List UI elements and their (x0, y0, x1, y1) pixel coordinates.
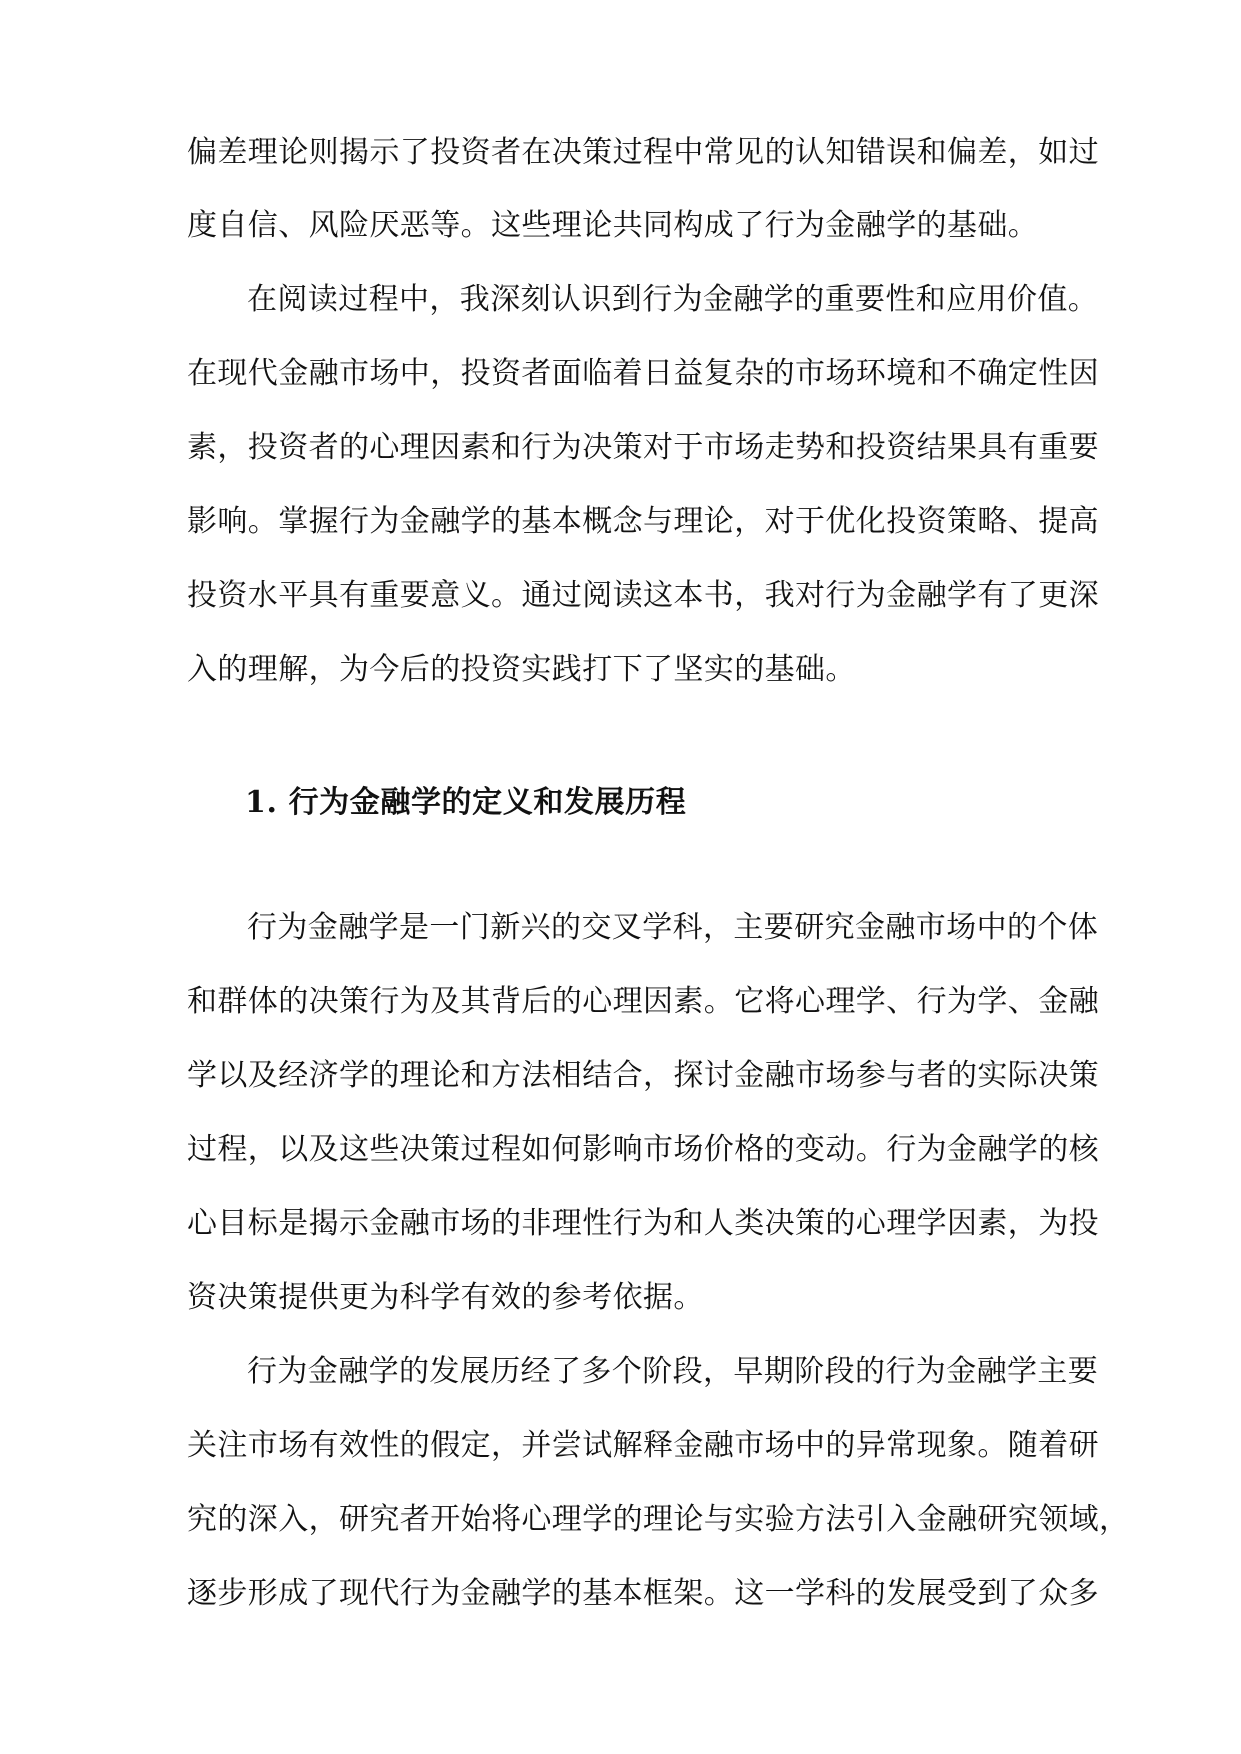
section-heading: 1. 行为金融学的定义和发展历程 (245, 785, 687, 820)
paragraph-4-line-3: 究的深入，研究者开始将心理学的理论与实验方法引入金融研究领域， (187, 1502, 1130, 1537)
paragraph-4-line-4: 逐步形成了现代行为金融学的基本框架。这一学科的发展受到了众多 (187, 1576, 1099, 1611)
paragraph-3-line-2: 和群体的决策行为及其背后的心理因素。它将心理学、行为学、金融 (187, 984, 1099, 1019)
paragraph-3-line-6: 资决策提供更为科学有效的参考依据。 (187, 1280, 704, 1315)
paragraph-1-line-2: 度自信、风险厌恶等。这些理论共同构成了行为金融学的基础。 (187, 208, 1039, 243)
paragraph-2-line-6: 入的理解，为今后的投资实践打下了坚实的基础。 (187, 652, 856, 687)
paragraph-3-line-3: 学以及经济学的理论和方法相结合，探讨金融市场参与者的实际决策 (187, 1058, 1099, 1093)
paragraph-3-line-1: 行为金融学是一门新兴的交叉学科，主要研究金融市场中的个体 (247, 910, 1099, 945)
paragraph-4-line-1: 行为金融学的发展历经了多个阶段，早期阶段的行为金融学主要 (247, 1354, 1099, 1389)
paragraph-3-line-5: 心目标是揭示金融市场的非理性行为和人类决策的心理学因素，为投 (187, 1206, 1099, 1241)
paragraph-2-line-5: 投资水平具有重要意义。通过阅读这本书，我对行为金融学有了更深 (187, 578, 1099, 613)
paragraph-2-line-2: 在现代金融市场中，投资者面临着日益复杂的市场环境和不确定性因 (187, 356, 1099, 391)
paragraph-2-line-4: 影响。掌握行为金融学的基本概念与理论，对于优化投资策略、提高 (187, 504, 1099, 539)
paragraph-3-line-4: 过程，以及这些决策过程如何影响市场价格的变动。行为金融学的核 (187, 1132, 1099, 1167)
paragraph-4-line-2: 关注市场有效性的假定，并尝试解释金融市场中的异常现象。随着研 (187, 1428, 1099, 1463)
paragraph-2-line-3: 素，投资者的心理因素和行为决策对于市场走势和投资结果具有重要 (187, 430, 1099, 465)
paragraph-1-line-1: 偏差理论则揭示了投资者在决策过程中常见的认知错误和偏差，如过 (187, 135, 1099, 170)
paragraph-2-line-1: 在阅读过程中，我深刻认识到行为金融学的重要性和应用价值。 (247, 282, 1099, 317)
